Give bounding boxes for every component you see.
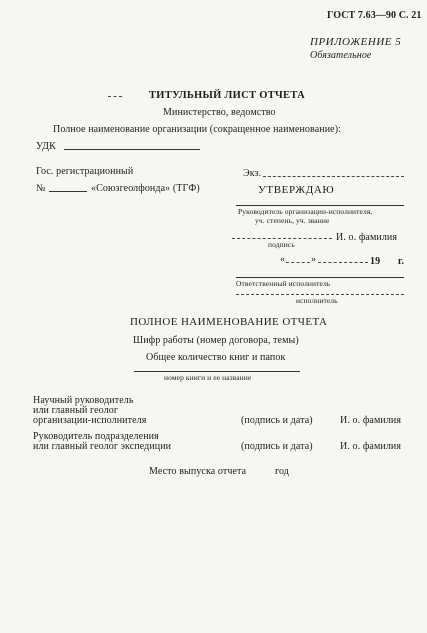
- sci-leader-line2: или главный геолог: [33, 405, 119, 416]
- executor-label: исполнитель: [296, 296, 338, 305]
- sci-leader-line1: Научный руководитель: [33, 395, 134, 406]
- org-full-name-label: Полное наименование организации (сокращенное наименование):: [53, 124, 342, 135]
- stray-mark: [108, 96, 122, 97]
- title-page-heading: ТИТУЛЬНЫЙ ЛИСТ ОТЧЕТА: [149, 90, 305, 101]
- responsible-label: Ответственный исполнитель: [236, 279, 331, 288]
- approve-label: УТВЕРЖДАЮ: [258, 184, 335, 196]
- year-prefix: 19: [370, 256, 381, 267]
- division-head-line2: или главный геолог экспедиции: [33, 441, 172, 452]
- books-total-label: Общее количество книг и папок: [146, 352, 286, 363]
- gos-reg-label: Гос. регистрационный: [36, 166, 134, 177]
- year-suffix: г.: [398, 256, 405, 267]
- reg-number-line: [49, 191, 87, 192]
- signature-line: [232, 238, 332, 239]
- copy-line: [263, 176, 404, 177]
- executor-line: [236, 294, 404, 295]
- report-full-title: ПОЛНОЕ НАИМЕНОВАНИЕ ОТЧЕТА: [130, 316, 328, 328]
- division-head-line1: Руководитель подразделения: [33, 431, 159, 442]
- fund-label: «Союзгеолфонда» (ТГФ): [91, 183, 200, 194]
- book-number-line: [134, 371, 300, 372]
- udk-line: [64, 149, 200, 150]
- head-org-line: [236, 205, 404, 206]
- appendix-label: ПРИЛОЖЕНИЕ 5: [310, 36, 402, 48]
- responsible-line: [236, 277, 404, 278]
- head-org-label: Руководитель организации-исполнителя,: [238, 207, 373, 216]
- day-line: [286, 262, 310, 263]
- year-label: год: [275, 466, 289, 477]
- number-sign: №: [36, 183, 46, 194]
- place-label: Место выпуска отчета: [149, 466, 247, 477]
- ministry-label: Министерство, ведомство: [163, 107, 276, 118]
- sign-date-1: (подпись и дата): [241, 415, 313, 426]
- udk-label: УДК: [36, 141, 56, 152]
- mandatory-label: Обязательное: [310, 50, 372, 61]
- standard-number: ГОСТ 7.63—90 С. 21: [327, 10, 422, 21]
- sci-leader-line3: организации-исполнителя: [33, 415, 147, 426]
- name-2: И. о. фамилия: [340, 441, 402, 452]
- signature-label: подпись: [268, 240, 295, 249]
- book-number-label: номер книги и ее название: [164, 373, 252, 382]
- degree-label: уч. степень, уч. звание: [255, 216, 330, 225]
- date-quote-open: «: [280, 254, 286, 265]
- cipher-label: Шифр работы (номер договора, темы): [133, 335, 299, 346]
- date-quote-close: »: [311, 254, 317, 265]
- copy-label: Экз.: [243, 168, 262, 179]
- sign-date-2: (подпись и дата): [241, 441, 313, 452]
- name-initials: И. о. фамилия: [336, 232, 398, 243]
- name-1: И. о. фамилия: [340, 415, 402, 426]
- month-line: [318, 262, 368, 263]
